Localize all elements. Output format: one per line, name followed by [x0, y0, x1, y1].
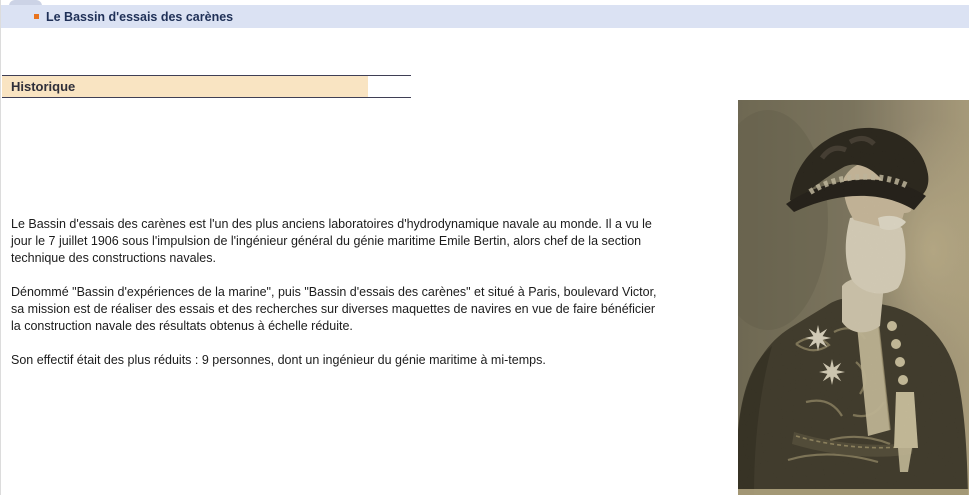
paragraph-1: Le Bassin d'essais des carènes est l'un des plus anciens laboratoires d'hydrodynamique navale au monde. Il a vu le jour le 7 juillet 1906 sous l'impulsion de l'ingénieur général du génie maritime Emile Bertin, alors chef de la section technique des constructions navales. [11, 217, 652, 265]
article-text [11, 216, 664, 386]
section-title-bar [2, 76, 368, 97]
page-title: Le Bassin d'essais des carènes [46, 9, 234, 24]
bullet-square-icon [34, 14, 39, 19]
paragraph-2: Dénommé "Bassin d'expériences de la marine", puis "Bassin d'essais des carènes" et situé à Paris, boulevard Victor, sa mission est de réaliser des essais et des recherches sur diverses maquettes de navires en vue de faire bénéficier la construction navale des résultats obtenus à échelle réduite. [11, 285, 657, 333]
paragraph-3: Son effectif était des plus réduits : 9 personnes, dont un ingénieur du génie maritime à mi-temps. [11, 353, 546, 367]
page-header [1, 5, 969, 28]
section-title: Historique [11, 79, 76, 94]
section-header-historique [2, 75, 411, 98]
portrait-photo [738, 100, 969, 495]
section-bottom-rule [2, 97, 411, 98]
